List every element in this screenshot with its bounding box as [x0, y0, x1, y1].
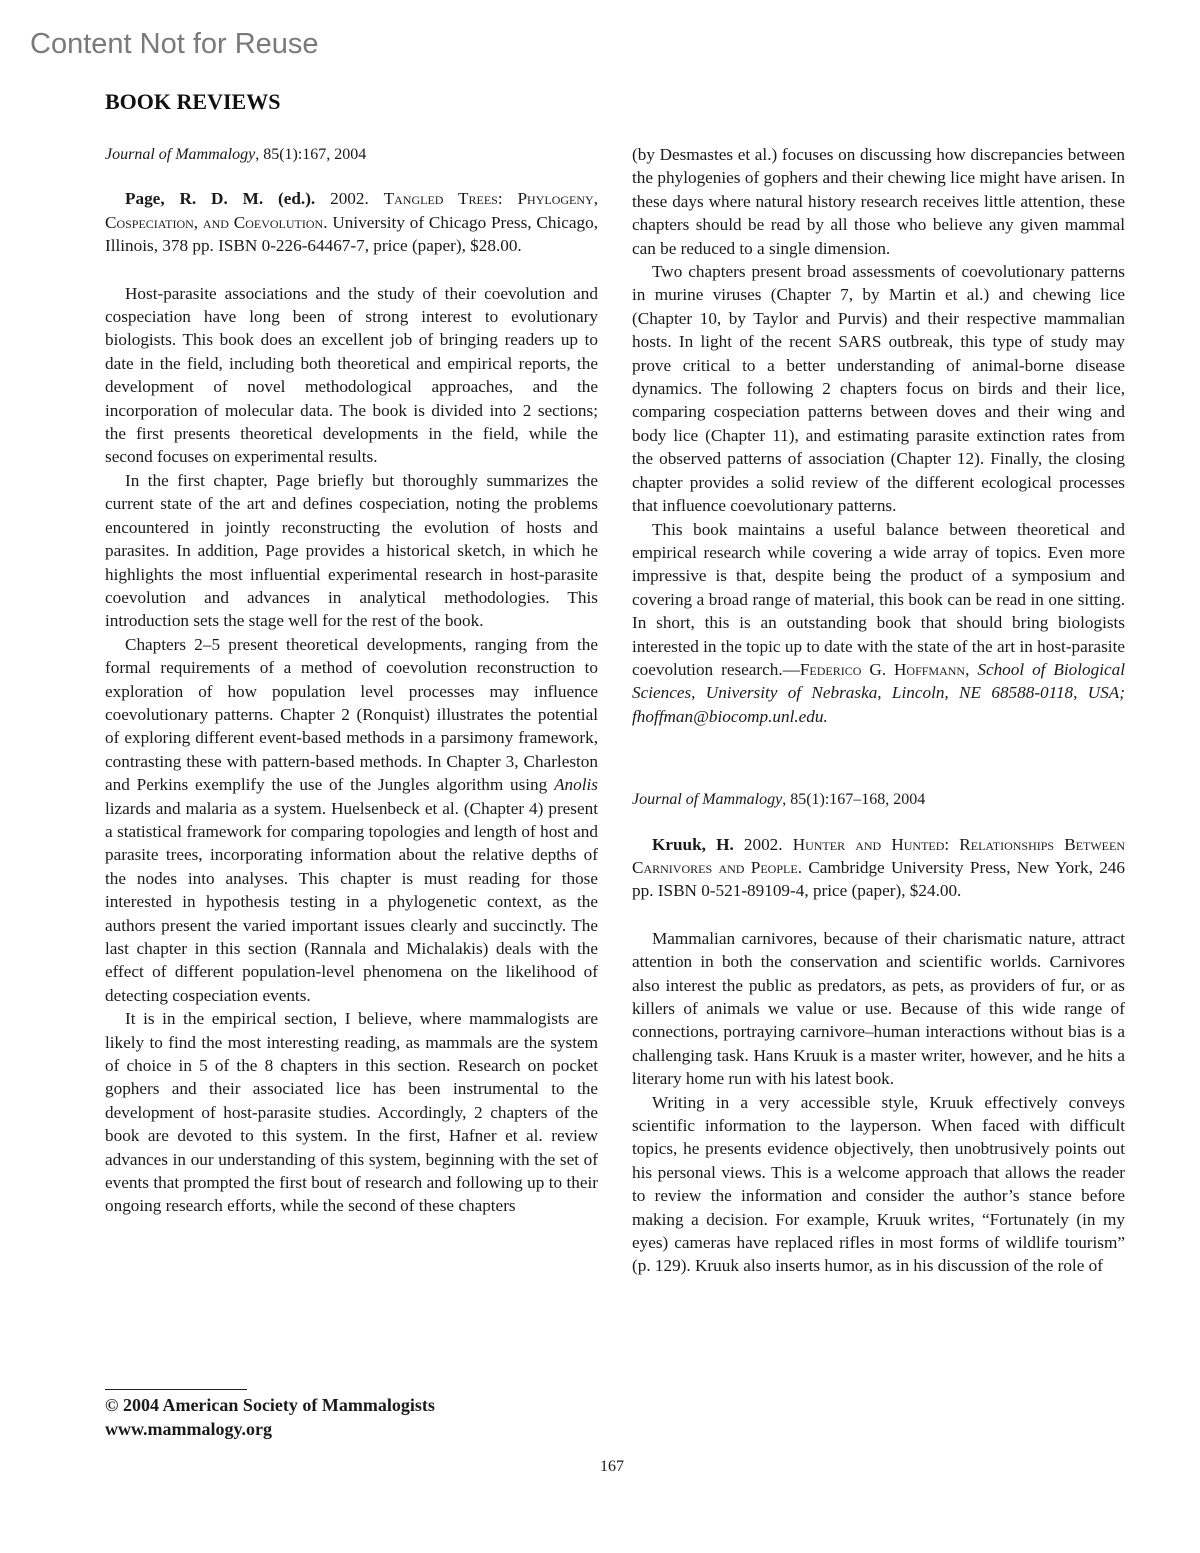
- section-title: BOOK REVIEWS: [105, 89, 281, 114]
- citation-ref: , 85(1):167–168, 2004: [782, 791, 926, 809]
- review1-paragraph-1: Host-parasite associations and the study of their coevolution and cospeciation have long been of strong interest to evolutionary biologists. This book does an excellent job of bringing readers up to date in the field, including both theoretical and empirical reports, the development of novel methodological approaches, and the incorporation of molecular data. The book is divided into 2 sections; the first presents theoretical developments in the field, while the second focuses on experimental results.: [105, 283, 598, 467]
- separator: ,: [965, 659, 978, 679]
- copyright-block: [105, 1393, 435, 1441]
- citation-ref: , 85(1):167, 2004: [255, 146, 367, 163]
- review2-author: Kruuk, H.: [652, 834, 734, 854]
- footnote-rule: [105, 1389, 247, 1390]
- copyright-notice: © 2004 American Society of Mammalogists: [105, 1395, 435, 1415]
- review1-year: 2002.: [315, 189, 384, 209]
- journal-name: Journal of Mammalogy: [632, 791, 783, 809]
- review2-details: . Cambridge University Press, New York, 246 pp. ISBN 0-521-89109-4, price (paper), $24.00.: [632, 857, 1125, 901]
- genus-name: Anolis: [554, 775, 598, 795]
- review1-paragraph-6: [632, 518, 1125, 729]
- review1-paragraph-4-continued: (by Desmastes et al.) focuses on discussing how discrepancies between the phylogenies of gophers and their chewing lice might have arisen. In these days where natural history research receives little attention, these chapters should be read by all those who believe any given mammal can be reduced to a single dimension.: [632, 145, 1125, 258]
- review1-author: Page, R. D. M. (ed.).: [125, 189, 316, 209]
- review1-citation: [105, 143, 598, 166]
- review1-paragraph-2: In the first chapter, Page briefly but thoroughly summarizes the current state of the art and defines cospeciation, noting the problems encountered in jointly reconstructing the evolution of hosts and parasites. In addition, Page provides a historical sketch, in which he highlights the most influential experimental research in host-parasite coevolution and advances in analytical methodologies. This introduction sets the stage well for the rest of the book.: [105, 470, 598, 631]
- review1-bibliographic-entry: [105, 187, 598, 257]
- left-column: [105, 143, 598, 1218]
- review2-paragraph-1: Mammalian carnivores, because of their charismatic nature, attract attention in both the conservation and scientific worlds. Carnivores also interest the public as predators, as pets, as providers of fur, or as killers of animals we value or use. Because of this wide range of connections, portraying carnivore–human interactions without bias is a challenging task. Hans Kruuk is a master writer, however, and he hits a literary home run with his latest book.: [632, 928, 1125, 1089]
- text-run: lizards and malaria as a system. Huelsenbeck et al. (Chapter 4) present a statistical framework for comparing topologies and length of host and parasite trees, incorporating information about the relative depths of the nodes into analyses. This chapter is must reading for those interested in hypothesis testing in a phylogenetic context, as the authors present the varied important issues clearly and succinctly. The last chapter in this section (Rannala and Michalakis) deals with the effect of different population-level phenomena on the likelihood of detecting cospeciation events.: [105, 798, 598, 1005]
- review2-book-title: Hunter and Hunted: Relationships Between Carnivores and People: [632, 834, 1126, 877]
- watermark: Content Not for Reuse: [30, 28, 319, 60]
- review1-paragraph-3: [105, 633, 598, 1008]
- page-number: 167: [600, 1458, 624, 1475]
- review2-bibliographic-entry: [632, 833, 1125, 903]
- text-run: Chapters 2–5 present theoretical developments, ranging from the formal requirements of a method of coevolution reconstruction to exploration of how population level processes may influence coevolutionary patterns. Chapter 2 (Ronquist) illustrates the potential of exploring different event-based methods in a parsimony framework, contrasting these with pattern-based methods. In Chapter 3, Charleston and Perkins exemplify the use of the Jungles algorithm using: [105, 634, 598, 795]
- reviewer-name: Federico G. Hoffmann: [799, 659, 966, 679]
- review1-paragraph-4: It is in the empirical section, I believe, where mammalogists are likely to find the most interesting reading, as mammals are the system of choice in 5 of the 8 chapters in this section. Research on pocket gophers and their associated lice has been instrumental to the development of host-parasite studies. Accordingly, 2 chapters of the book are devoted to this system. In the first, Hafner et al. review advances in our understanding of this system, beginning with the set of events that prompted the first bout of research and following up to their ongoing research efforts, while the second of these chapters: [105, 1009, 598, 1216]
- review2-citation: [632, 788, 1125, 811]
- spacer: [632, 728, 1125, 788]
- review1-details: . University of Chicago Press, Chicago, Illinois, 378 pp. ISBN 0-226-64467-7, price (paper), $28.00.: [105, 212, 598, 256]
- text-run: This book maintains a useful balance between theoretical and empirical research while covering a wide array of topics. Even more impressive is that, despite being the product of a symposium and covering a broad range of material, this book can be read in one sitting. In short, this is an outstanding book that should bring biologists interested in the topic up to date with the state of the art in host-parasite coevolution research.—: [632, 519, 1125, 679]
- journal-name: Journal of Mammalogy: [105, 146, 256, 163]
- review2-paragraph-2: Writing in a very accessible style, Kruuk effectively conveys scientific information to the layperson. When faced with difficult topics, he presents evidence objectively, then unobtrusively points out his personal views. This is a welcome approach that allows the reader to review the information and consider the author’s stance before making a decision. For example, Kruuk writes, “Fortunately (in my eyes) cameras have replaced rifles in most forms of wildlife tourism” (p. 129). Kruuk also inserts humor, as in his discussion of the role of: [632, 1092, 1125, 1276]
- review2-year: 2002.: [733, 834, 793, 854]
- reviewer-affiliation: School of Biological Sciences, University of Nebraska, Lincoln, NE 68588-0118, USA; fhoffman@biocomp.unl.edu.: [632, 659, 1125, 726]
- review1-paragraph-5: Two chapters present broad assessments of coevolutionary patterns in murine viruses (Chapter 7, by Martin et al.) and chewing lice (Chapter 10, by Taylor and Purvis) and their respective mammalian hosts. In light of the recent SARS outbreak, this type of study may prove critical to a better understanding of animal-borne disease dynamics. The following 2 chapters focus on birds and their lice, comparing cospeciation patterns between doves and their wing and body lice (Chapter 11), and estimating parasite extinction rates from the observed patterns of association (Chapter 12). Finally, the closing chapter provides a solid review of the different ecological processes that influence coevolutionary patterns.: [632, 262, 1125, 516]
- website-link[interactable]: www.mammalogy.org: [105, 1419, 272, 1439]
- right-column: [632, 143, 1125, 1278]
- review1-book-title: Tangled Trees: Phylogeny, Cospeciation, and Coevolution: [105, 189, 599, 232]
